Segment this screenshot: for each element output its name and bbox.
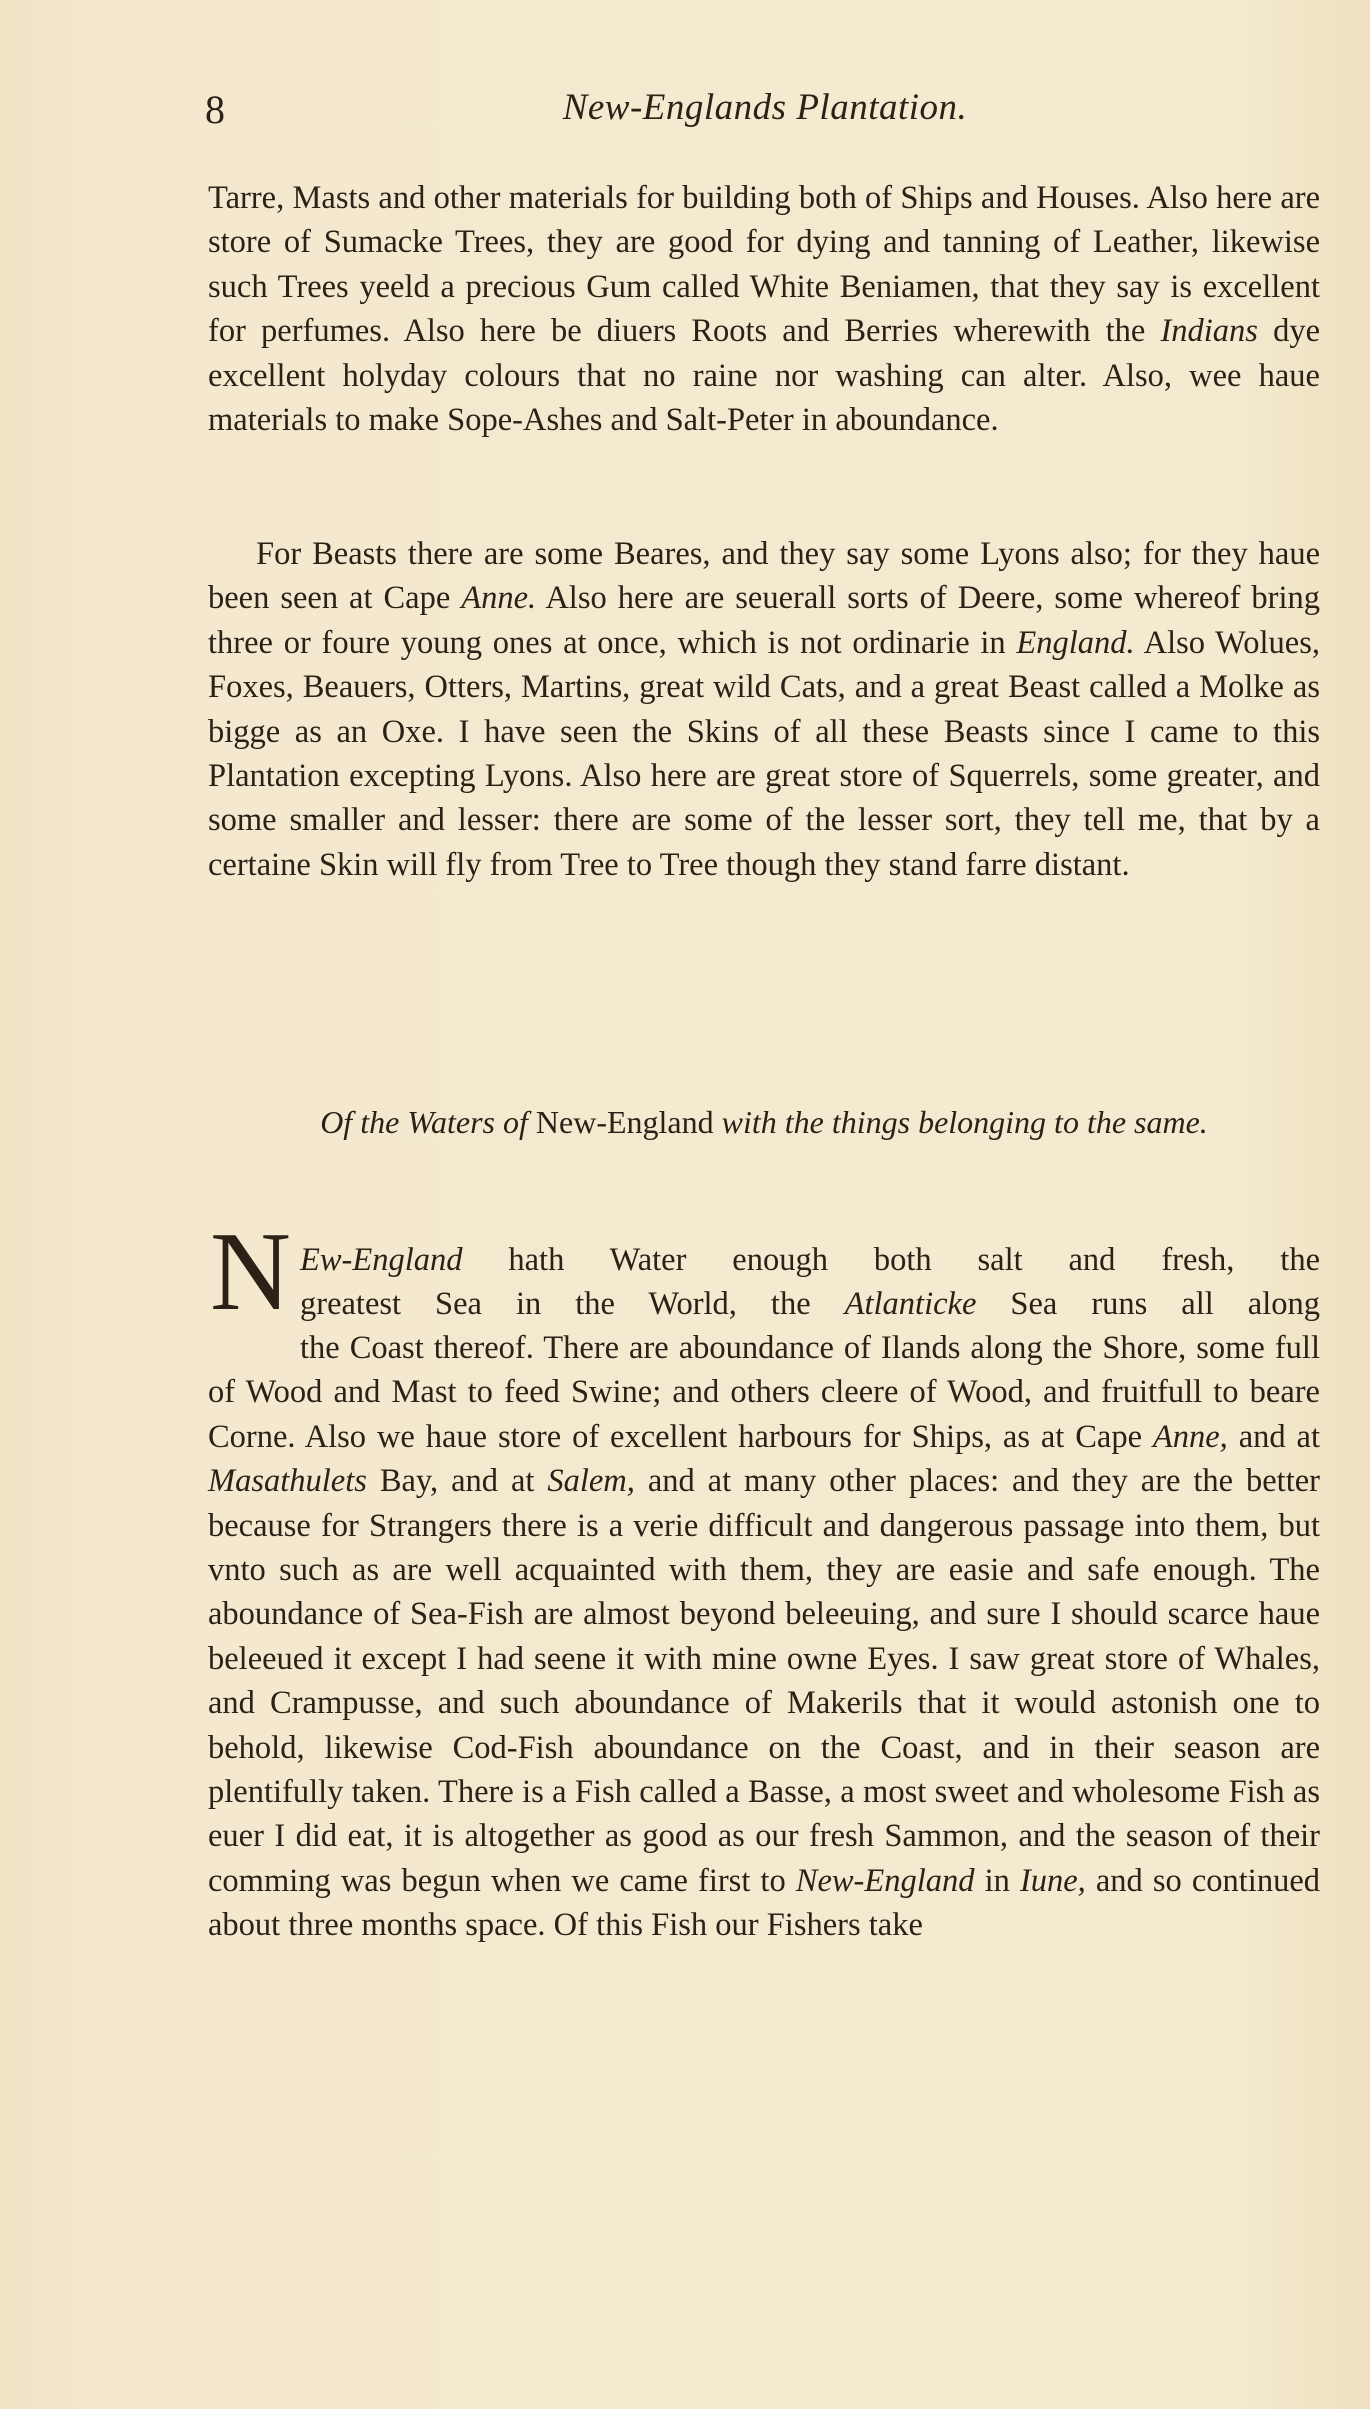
paragraph-waters: the Coast thereof. There are aboundance of Ilands along the Shore, some full of Wood and Mast to feed Swine; and others cleere of Wood, and fruitfull to beare Corne. Also we haue store of excellent harbours for Ships, as at Cape Anne, and at Masathulets Bay, and at Salem, and at many other places: and they are the better because for Strangers there is a verie difficult and dangerous passage into them, but vnto such as are well acquainted with them, they are easie and safe enough. The aboundance of Sea-Fish are almost beyond beleeuing, and sure I should scarce haue beleeued it except I had seene it with mine owne Eyes. I saw great store of Whales, and Crampusse, and such aboundance of Makerils that it would astonish one to behold, likewise Cod-Fish aboundance on the Coast, and in their season are plentifully taken. There is a Fish called a Basse, a most sweet and wholesome Fish as euer I did eat, it is altogether as good as our fresh Sammon, and the season of their comming was begun when we came first to New-England in Iune, and so continued about three months space. Of this Fish our Fishers take <box>208 1330 1321 1944</box>
page-header <box>205 86 1325 136</box>
paragraph-beasts: For Beasts there are some Beares, and they say some Lyons also; for they haue been seen at Cape Anne. Also here are seuerall sorts of Deere, some whereof bring three or foure young ones at once, which is not ordinarie in England. Also Wolues, Foxes, Beauers, Otters, Martins, great wild Cats, and a great Beast called a Molke as bigge as an Oxe. I have seen the Skins of all these Beasts since I came to this Plantation excepting Lyons. Also here are great store of Squerrels, some greater, and some smaller and lesser: there are some of the lesser sort, they tell me, that by a certaine Skin will fly from Tree to Tree though they stand farre distant. <box>208 536 1320 883</box>
running-title: New-Englands Plantation. <box>562 87 968 128</box>
drop-cap-lines: Ew-England hath Water enough both salt and fresh, the greatest Sea in the World, the Atlanticke Sea runs all along <box>300 1242 1320 1323</box>
page-number: 8 <box>205 87 226 132</box>
drop-cap: N <box>210 1226 291 1322</box>
paragraph-materials: Tarre, Masts and other materials for building both of Ships and Houses. Also here are store of Sumacke Trees, they are good for dying and tanning of Leather, likewise such Trees yeeld a precious Gum called White Beniamen, that they say is excellent for perfumes. Also here be diuers Roots and Berries wherewith the Indians dye excellent holyday colours that no raine nor washing can alter. Also, wee haue materials to make Sope-Ashes and Salt-Peter in aboundance. <box>208 180 1321 439</box>
section-heading: Of the Waters of New-England with the things belonging to the same. <box>320 1104 1208 1140</box>
